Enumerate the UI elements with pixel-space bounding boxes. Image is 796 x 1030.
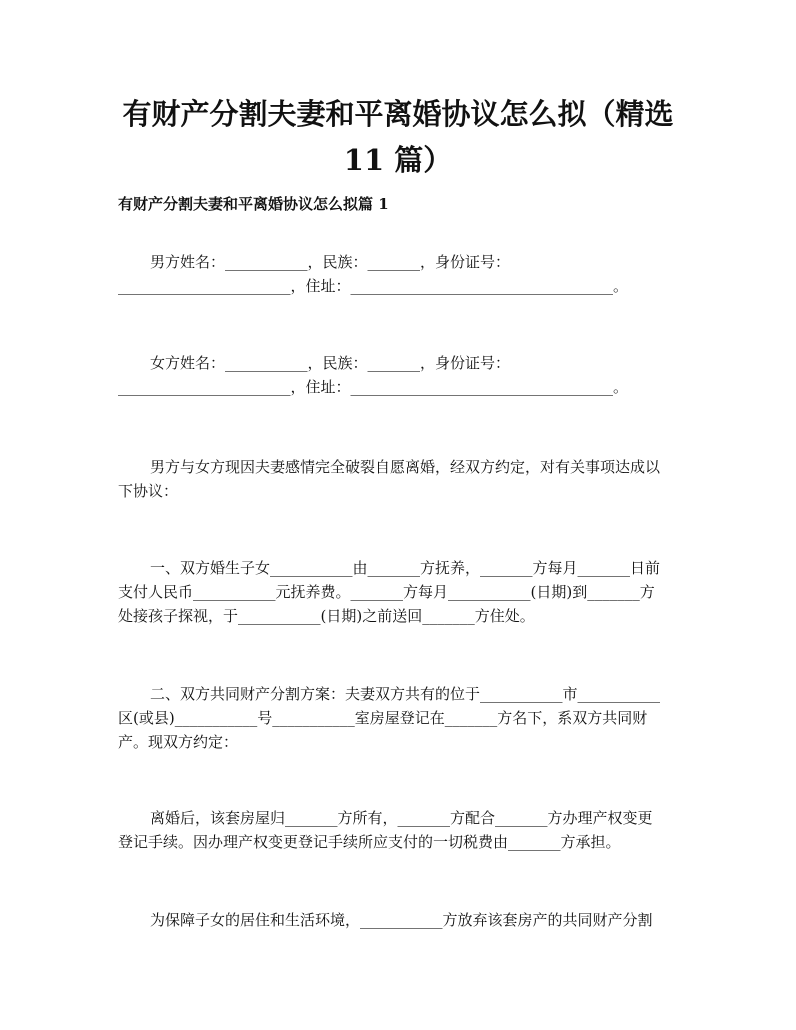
intro-paragraph-line-2: 下协议： bbox=[118, 482, 179, 500]
children-paragraph-line-1: 为保障子女的居住和生活环境，___________方放弃该套房产的共同财产分割 bbox=[150, 911, 653, 929]
house-paragraph-line-2: 登记手续。因办理产权变更登记手续所应支付的一切税费由_______方承担。 bbox=[118, 833, 621, 851]
male-info-line-1: 男方姓名：___________，民族：_______，身份证号： bbox=[150, 253, 511, 271]
house-paragraph-line-1: 离婚后，该套房屋归_______方所有，_______方配合_______方办理产权变更 bbox=[150, 809, 653, 827]
clause-1-line-1: 一、双方婚生子女___________由_______方抚养，_______方每月_______日前 bbox=[150, 559, 661, 577]
document-title-line-1: 有财产分割夫妻和平离婚协议怎么拟（精选 bbox=[122, 97, 674, 131]
clause-2-line-2: 区(或县)___________号___________室房屋登记在_______方名下，系双方共同财 bbox=[118, 709, 648, 727]
clause-2-line-3: 产。现双方约定： bbox=[118, 733, 239, 751]
clause-2-line-1: 二、双方共同财产分割方案：夫妻双方共有的位于___________市___________ bbox=[150, 685, 661, 703]
section-heading: 有财产分割夫妻和平离婚协议怎么拟篇 1 bbox=[118, 195, 389, 213]
clause-1-line-3: 处接孩子探视，于___________(日期)之前送回_______方住处。 bbox=[118, 607, 535, 625]
male-info-line-2: _______________________，住址：___________________________________。 bbox=[118, 277, 629, 295]
female-info-line-2: _______________________，住址：___________________________________。 bbox=[118, 378, 629, 396]
female-info-line-1: 女方姓名：___________，民族：_______，身份证号： bbox=[150, 354, 511, 372]
clause-1-line-2: 支付人民币___________元抚养费。_______方每月___________(日期)到_______方 bbox=[118, 583, 655, 601]
document-title-line-2: 11 篇） bbox=[343, 143, 453, 177]
intro-paragraph-line-1: 男方与女方现因夫妻感情完全破裂自愿离婚，经双方约定，对有关事项达成以 bbox=[150, 458, 661, 476]
